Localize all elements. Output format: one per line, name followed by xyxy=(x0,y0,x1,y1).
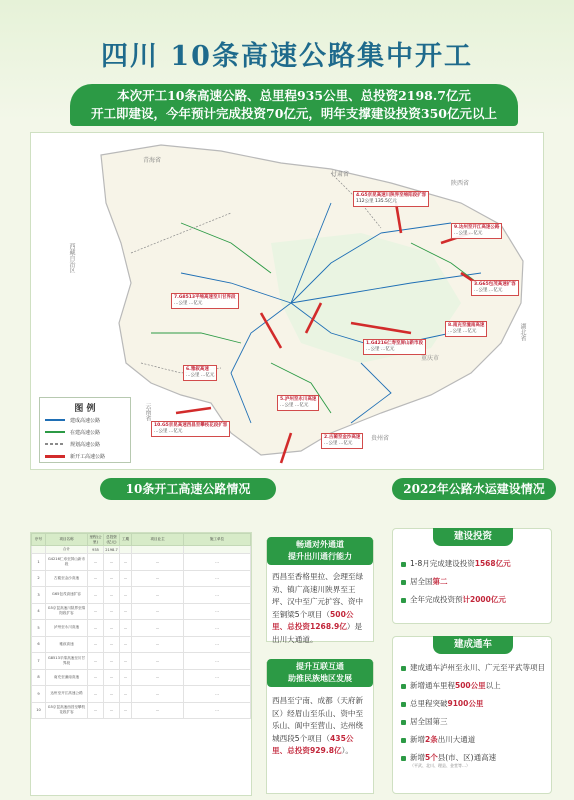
route-label-title: 6.雅叙高速 xyxy=(186,367,209,372)
province-label: 贵州省 xyxy=(371,435,390,442)
province-label: 湖北省 xyxy=(519,323,526,341)
route-label-7 xyxy=(171,293,239,309)
route-label-info: …公里 …亿元 xyxy=(474,288,503,293)
table-cell: … xyxy=(104,653,120,670)
table-cell: 3 xyxy=(32,587,46,604)
bullet-icon xyxy=(401,756,406,761)
route-label-8 xyxy=(445,321,487,337)
bullet-icon xyxy=(401,580,406,585)
route-label-info: …公里 …亿元 xyxy=(448,329,477,334)
table-cell: 古蔺至金沙高速 xyxy=(46,570,88,587)
table-cell: … xyxy=(184,702,251,719)
table-cell: … xyxy=(132,620,184,637)
stat-text-pre: 居全国第三 xyxy=(410,717,448,726)
stat-item xyxy=(393,595,551,605)
table-cell: 7 xyxy=(32,653,46,670)
table-cell xyxy=(32,546,46,554)
table-cell: … xyxy=(120,669,132,686)
table-cell: … xyxy=(184,620,251,637)
table-cell: 合计 xyxy=(46,546,88,554)
table-row xyxy=(32,669,251,686)
table-cell: G5京昆高速西昌至攀枝花段扩容 xyxy=(46,702,88,719)
table-cell: … xyxy=(88,554,104,571)
table-cell: G5京昆高速川陕界至绵阳段扩容 xyxy=(46,603,88,620)
projects-table-panel xyxy=(30,532,252,796)
card-opening xyxy=(392,636,552,794)
headline-band xyxy=(70,84,518,126)
bullet-icon xyxy=(401,598,406,603)
table-cell: 10 xyxy=(32,702,46,719)
stat-text-post: 以上 xyxy=(485,681,501,690)
route-label-info: …公里 …亿元 xyxy=(366,347,395,352)
table-cell: … xyxy=(120,636,132,653)
route-label-title: 5.泸州至永川高速 xyxy=(280,397,317,402)
column-header: 序号 xyxy=(32,534,46,546)
route-label-title: 1.G4216仁寿至屏山新市段 xyxy=(366,341,424,346)
legend-label: 在建高速公路 xyxy=(70,429,101,436)
table-cell: … xyxy=(184,669,251,686)
stat-text xyxy=(410,699,483,709)
table-cell: … xyxy=(132,702,184,719)
card-tag xyxy=(267,537,373,565)
table-cell: 达州至开江高速公路 xyxy=(46,686,88,703)
column-header: 总投资(亿元) xyxy=(104,534,120,546)
table-cell xyxy=(132,546,184,554)
table-cell: … xyxy=(132,554,184,571)
province-label: 重庆市 xyxy=(421,355,440,362)
table-cell xyxy=(120,546,132,554)
table-cell: 4 xyxy=(32,603,46,620)
card-tag-line-1: 提升互联互通 xyxy=(296,662,344,671)
stat-item xyxy=(393,559,551,569)
card-tag: 建设投资 xyxy=(433,528,513,546)
bullet-icon xyxy=(401,702,406,707)
table-cell: … xyxy=(88,636,104,653)
province-label: 陕西省 xyxy=(451,180,470,187)
stat-text-pre: 建成通车泸州至永川、广元至平武等项目 xyxy=(410,663,545,672)
table-cell: … xyxy=(184,653,251,670)
table-cell: … xyxy=(120,686,132,703)
stat-text xyxy=(410,595,506,605)
stat-text-pre: 居全国 xyxy=(410,577,433,586)
table-cell: … xyxy=(184,587,251,604)
table-cell: … xyxy=(132,587,184,604)
route-label-9 xyxy=(451,223,502,239)
table-cell: … xyxy=(88,669,104,686)
route-label-title: 9.达州至开江高速公路 xyxy=(454,225,500,230)
table-cell: … xyxy=(104,620,120,637)
stat-item xyxy=(393,681,551,691)
table-cell: … xyxy=(132,669,184,686)
table-cell: … xyxy=(184,636,251,653)
column-header: 施工单位 xyxy=(184,534,251,546)
table-cell: … xyxy=(132,570,184,587)
legend-swatch xyxy=(45,419,65,421)
table-cell xyxy=(184,546,251,554)
card-tag: 建成通车 xyxy=(433,636,513,654)
table-cell: … xyxy=(120,570,132,587)
table-cell: 雅叙高速 xyxy=(46,636,88,653)
table-cell: … xyxy=(104,702,120,719)
stat-text-hl: 第二 xyxy=(432,577,448,586)
table-cell: … xyxy=(104,603,120,620)
card-tag-line-2: 助推民族地区发展 xyxy=(288,674,352,683)
route-label-info: …公里 …亿元 xyxy=(454,231,483,236)
table-cell: … xyxy=(88,702,104,719)
table-cell: 泸州至永川高速 xyxy=(46,620,88,637)
table-cell: … xyxy=(104,570,120,587)
card-connectivity xyxy=(266,662,374,794)
table-header-row xyxy=(32,534,251,546)
table-row xyxy=(32,570,251,587)
column-header: 项目名称 xyxy=(46,534,88,546)
legend-item xyxy=(40,414,130,426)
section-header-projects: 10条开工高速公路情况 xyxy=(100,478,276,500)
legend-item xyxy=(40,438,130,450)
route-label-info: …公里 …亿元 xyxy=(154,429,183,434)
table-row xyxy=(32,554,251,571)
card-text: ）是出川大通道。 xyxy=(272,622,363,644)
table-cell: 935 xyxy=(88,546,104,554)
stat-text-pre: 新增通车里程 xyxy=(410,681,455,690)
bullet-icon xyxy=(401,684,406,689)
table-body xyxy=(32,554,251,719)
legend-item xyxy=(40,426,130,438)
card-text: ）。 xyxy=(341,746,353,755)
card-tag-line-2: 提升出川通行能力 xyxy=(288,552,352,561)
route-label-info: …公里 …亿元 xyxy=(186,373,215,378)
route-label-title: 3.G65包茂高速扩容 xyxy=(474,282,516,287)
legend-label: 建成高速公路 xyxy=(70,417,101,424)
table-cell: … xyxy=(132,603,184,620)
table-cell: … xyxy=(104,669,120,686)
card-highlight: 435公里、总投资929.8亿 xyxy=(272,733,354,755)
stat-text-hl: 1568亿元 xyxy=(474,559,511,568)
route-label-info: …公里 …亿元 xyxy=(324,441,353,446)
table-row xyxy=(32,686,251,703)
table-cell: … xyxy=(104,554,120,571)
table-cell: G4216仁寿至屏山新市段 xyxy=(46,554,88,571)
route-label-10 xyxy=(151,421,230,437)
province-label: 云南省 xyxy=(144,403,151,421)
table-cell: … xyxy=(132,636,184,653)
page-title: 四川 10条高速公路集中开工 xyxy=(101,41,473,72)
province-label: 青海省 xyxy=(143,157,162,164)
route-label-title: 2.古蔺至金沙高速 xyxy=(324,435,361,440)
legend-label: 新开工高速公路 xyxy=(70,453,106,460)
stat-text-pre: 全年完成投资预 xyxy=(410,595,463,604)
legend-swatch xyxy=(45,443,65,445)
table-cell: … xyxy=(104,587,120,604)
stat-item xyxy=(393,577,551,587)
stat-text xyxy=(410,753,496,769)
stat-text xyxy=(410,717,448,727)
stat-item xyxy=(393,699,551,709)
route-label-info: …公里 …亿元 xyxy=(280,403,309,408)
stat-item xyxy=(393,735,551,745)
table-cell: … xyxy=(184,603,251,620)
legend-label: 规划高速公路 xyxy=(70,441,101,448)
table-cell: … xyxy=(88,603,104,620)
table-cell: … xyxy=(184,554,251,571)
bullet-icon xyxy=(401,720,406,725)
legend-swatch xyxy=(45,455,65,458)
column-header: 工期 xyxy=(120,534,132,546)
table-cell: 9 xyxy=(32,686,46,703)
stat-text-pre: 新增 xyxy=(410,735,425,744)
stat-item xyxy=(393,663,551,673)
stat-text xyxy=(410,681,501,691)
table-cell: … xyxy=(88,686,104,703)
stat-text-pre: 新增 xyxy=(410,753,425,762)
stat-text-hl: 500公里 xyxy=(455,681,486,690)
route-label-4 xyxy=(353,191,429,207)
stat-text-pre: 总里程突破 xyxy=(410,699,448,708)
stat-text xyxy=(410,577,448,587)
table-cell: … xyxy=(120,603,132,620)
table-cell: … xyxy=(132,686,184,703)
route-label-6 xyxy=(183,365,217,381)
table-cell: 南充至潼南高速 xyxy=(46,669,88,686)
new-route-10 xyxy=(176,408,211,413)
table-row xyxy=(32,653,251,670)
table-cell: … xyxy=(104,686,120,703)
legend-title: 图 例 xyxy=(74,404,96,414)
bullet-icon xyxy=(401,738,406,743)
table-cell: G8513平绵高速至川甘界段 xyxy=(46,653,88,670)
stat-text-post: 县(市、区)通高速 xyxy=(437,753,497,762)
table-cell: … xyxy=(120,620,132,637)
route-label-2 xyxy=(321,433,363,449)
table-cell: 8 xyxy=(32,669,46,686)
legend-swatch xyxy=(45,431,65,433)
bullet-icon xyxy=(401,562,406,567)
sichuan-map xyxy=(30,132,544,470)
table-cell: … xyxy=(120,554,132,571)
route-label-info: …公里 …亿元 xyxy=(174,301,203,306)
legend-item xyxy=(40,450,130,462)
stat-text-post: 出川大通道 xyxy=(437,735,476,744)
table-cell: … xyxy=(120,587,132,604)
headline-line-2: 开工即建设，今年预计完成投资70亿元，明年支撑建设投资350亿元以上 xyxy=(91,106,497,121)
headline-line-1: 本次开工10条高速公路、总里程935公里、总投资2198.7亿元 xyxy=(117,88,471,103)
table-cell: … xyxy=(88,587,104,604)
stat-item xyxy=(393,753,551,769)
route-label-5 xyxy=(277,395,319,411)
table-cell: 1 xyxy=(32,554,46,571)
route-label-title: 4.G5京昆高速川陕界至绵阳段扩容 xyxy=(356,193,427,198)
card-highlight: 500公里、总投资1268.9亿 xyxy=(272,609,354,631)
table-row xyxy=(32,702,251,719)
card-tag-line-1: 畅通对外通道 xyxy=(296,540,344,549)
route-label-info: 112公里 135.5亿元 xyxy=(356,199,397,204)
table-cell: … xyxy=(120,653,132,670)
route-label-title: 7.G8513平绵高速至川甘界段 xyxy=(174,295,236,300)
card-outbound-corridors xyxy=(266,540,374,642)
route-label-3 xyxy=(471,280,519,296)
table-cell: … xyxy=(120,702,132,719)
card-text: 西昌至香格里拉、会理至绿劝、镇广高速川陕界至王坪、汉中至广元扩容、资中至铜梁5个项目（ xyxy=(272,572,364,619)
stat-text xyxy=(410,735,475,745)
stat-text-hl: 计2000亿元 xyxy=(462,595,506,604)
stat-text-hl: 9100公里 xyxy=(447,699,484,708)
projects-table xyxy=(31,533,251,719)
table-cell: 5 xyxy=(32,620,46,637)
stat-text-hl: 2条 xyxy=(425,735,438,744)
column-header: 里程(公里) xyxy=(89,534,102,544)
table-row xyxy=(32,603,251,620)
opening-list xyxy=(393,637,551,769)
table-total-row xyxy=(32,546,251,554)
table-cell: … xyxy=(184,570,251,587)
map-legend xyxy=(39,397,131,463)
table-cell: … xyxy=(88,620,104,637)
table-cell: … xyxy=(184,686,251,703)
bullet-icon xyxy=(401,666,406,671)
stat-text-hl: 5个 xyxy=(425,753,438,762)
card-text: 西昌至宁南、成都（天府新区）经眉山至乐山、资中至乐山、阆中至营山、达州绕城西段5个项目（ xyxy=(272,696,364,743)
route-label-title: 8.南充至潼南高速 xyxy=(448,323,485,328)
route-label-1 xyxy=(363,339,426,355)
stat-text xyxy=(410,663,545,673)
table-cell: … xyxy=(88,653,104,670)
stat-text xyxy=(410,559,511,569)
card-tag xyxy=(267,659,373,687)
table-row xyxy=(32,620,251,637)
table-cell: G65包茂高速扩容 xyxy=(46,587,88,604)
table-row xyxy=(32,636,251,653)
stat-text-pre: 1-8月完成建设投资 xyxy=(410,559,475,568)
table-cell: … xyxy=(104,636,120,653)
column-header: 项目业主 xyxy=(132,534,184,546)
province-label: 西藏自治区 xyxy=(68,243,75,273)
table-cell: 2 xyxy=(32,570,46,587)
section-header-2022: 2022年公路水运建设情况 xyxy=(392,478,556,500)
route-label-title: 10.G5京昆高速西昌至攀枝花段扩容 xyxy=(154,423,228,428)
table-cell: 6 xyxy=(32,636,46,653)
table-cell: … xyxy=(88,570,104,587)
table-cell: 2198.7 xyxy=(105,547,118,552)
province-label: 甘肃省 xyxy=(331,171,350,178)
stat-subtext: （平武、北川、理县、金堂等…） xyxy=(410,763,470,768)
table-cell: … xyxy=(132,653,184,670)
stat-item xyxy=(393,717,551,727)
card-investment xyxy=(392,528,552,624)
table-row xyxy=(32,587,251,604)
